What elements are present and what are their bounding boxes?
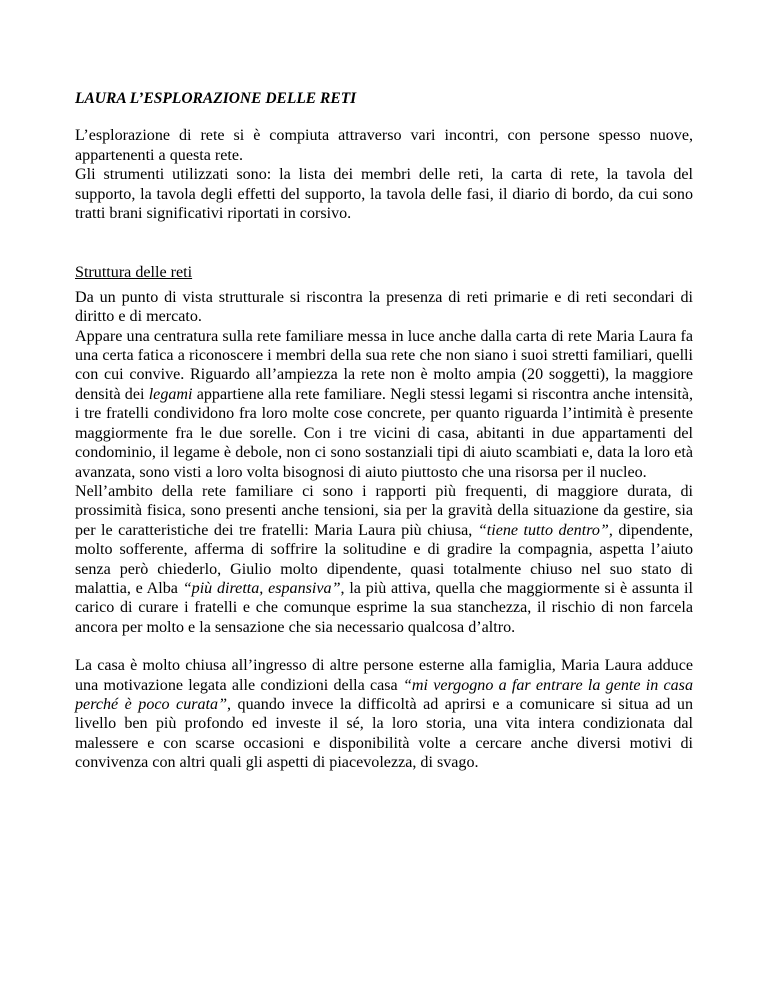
paragraph-relationships	[75, 482, 693, 637]
paragraph-text: appartiene alla rete familiare. Negli stessi legami si riscontra anche intensità, i tre fratelli condividono fra loro molte cose concrete, per quanto riguarda l’intimità è presente maggiormente fra le due sorelle. Con i tre vicini di casa, abitanti in due appartamenti del condominio, il legame è debole, non ci sono sostanziali tipi di aiuto scambiati e, data la loro età avanzata, sono visti a loro volta bisognosi di aiuto piuttosto che una risorsa per il nucleo.	[75, 385, 693, 481]
italic-quote: “più diretta, espansiva”	[182, 579, 341, 597]
italic-quote: “mi vergogno a far entrare la gente in casa perché è poco curata”	[75, 676, 693, 713]
intro-paragraph-1: L’esplorazione di rete si è compiuta attraverso vari incontri, con persone spesso nuove, appartenenti a questa rete.	[75, 127, 693, 164]
paragraph-structure: Da un punto di vista strutturale si riscontra la presenza di reti primarie e di reti secondari di diritto e di mercato.	[75, 288, 693, 326]
intro-paragraph-2: Gli strumenti utilizzati sono: la lista dei membri delle reti, la carta di rete, la tavola del supporto, la tavola degli effetti del supporto, la tavola delle fasi, il diario di bordo, da cui sono tratti brani significativi riportati in corsivo.	[75, 166, 693, 223]
paragraph-home	[75, 656, 693, 772]
document-page	[75, 89, 693, 773]
paragraph-text: Appare una centratura sulla rete familiare messa in luce anche dalla carta di rete Maria Laura fa una certa fatica a riconoscere i membri della sua rete che non siano i suoi stretti familiari, quelli con cui convive. Riguardo all’ampiezza la rete non è molto ampia (20 soggetti), la maggiore densità dei	[75, 327, 693, 403]
paragraph-text: La casa è molto chiusa all’ingresso di altre persone esterne alla famiglia, Maria Laura adduce una motivazione legata alle condizioni della casa	[75, 657, 693, 694]
section-title: Struttura delle reti	[75, 264, 193, 282]
paragraph-text: , quando invece la difficoltà ad aprirsi e a comunicare si situa ad un livello ben più profondo ed investe il sé, la loro storia, una vita intera condizionata dal malessere e con scarse occasioni e disponibilità volte a cercare anche diversi motivi di convivenza con altri quali gli aspetti di piacevolezza, di svago.	[75, 695, 694, 772]
paragraph-family-network	[75, 327, 693, 482]
paragraph-text: , la più attiva, quella che maggiormente si è assunta il carico di curare i fratelli e che comunque esprime la sua stanchezza, il rischio di non farcela ancora per molto e la sensazione che sia necessario qualcosa d’altro.	[75, 579, 693, 636]
italic-quote: “tiene tutto dentro”	[477, 521, 609, 539]
italic-term: legami	[148, 385, 193, 403]
paragraph-text: Nell’ambito della rete familiare ci sono i rapporti più frequenti, di maggiore durata, di prossimità fisica, sono presenti anche tensioni, sia per la gravità della situazione da gestire, sia per le caratteristiche dei tre fratelli: Maria Laura più chiusa,	[75, 482, 693, 539]
paragraph-text: , dipendente, molto sofferente, afferma di soffrire la solitudine e di gradire la compagnia, aspetta l’aiuto senza però chiederlo, Giulio molto dipendente, quasi totalmente chiuso nel suo stato di malattia, e Alba	[75, 521, 694, 597]
document-title: LAURA L’ESPLORAZIONE DELLE RETI	[75, 90, 357, 107]
